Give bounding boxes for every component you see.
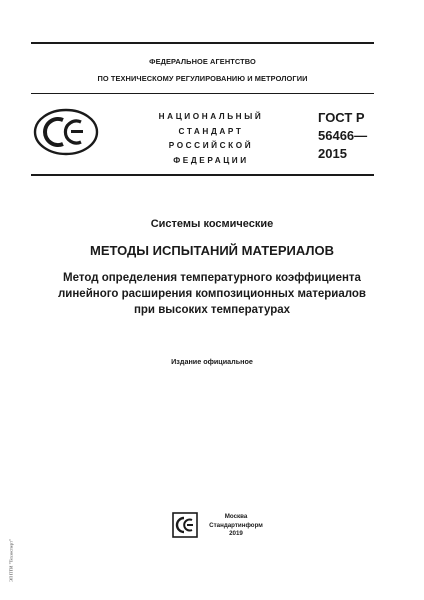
description	[31, 270, 393, 318]
agency-line-2: ПО ТЕХНИЧЕСКОМУ РЕГУЛИРОВАНИЮ И МЕТРОЛОГИИ	[97, 74, 308, 83]
edition-label: Издание официальное	[171, 357, 253, 366]
publisher-block	[201, 513, 271, 539]
series-title: Системы космические	[150, 218, 274, 230]
side-note-text: ЭЛ ПТИ "Техэксперт"	[8, 538, 14, 583]
description-line-1: Метод определения температурного коэффициента	[63, 272, 361, 284]
national-line-2: СТАНДАРТ	[178, 126, 244, 136]
national-standard-block	[146, 110, 276, 168]
gost-line-1: ГОСТ Р	[318, 110, 365, 125]
gost-number	[318, 109, 367, 163]
gost-pc-logo-icon	[33, 108, 99, 156]
publisher-name: Стандартинформ	[209, 521, 263, 529]
main-title: МЕТОДЫ ИСПЫТАНИЙ МАТЕРИАЛОВ	[89, 243, 335, 258]
side-note	[4, 528, 14, 598]
header-bottom-rule	[31, 174, 374, 176]
national-line-3: РОССИЙСКОЙ	[168, 141, 254, 150]
national-line-1: НАЦИОНАЛЬНЫЙ	[158, 112, 264, 121]
description-line-2: линейного расширения композиционных материалов	[57, 288, 366, 300]
standartinform-logo-icon	[172, 512, 198, 538]
agency-line-1: ФЕДЕРАЛЬНОЕ АГЕНТСТВО	[149, 57, 256, 66]
publisher-year: 2019	[229, 530, 243, 538]
top-rule	[31, 42, 374, 44]
header-divider	[31, 93, 374, 94]
gost-line-2: 56466—	[318, 128, 368, 143]
gost-line-3: 2015	[318, 146, 347, 161]
description-line-3: при высоких температурах	[133, 304, 291, 316]
publisher-city: Москва	[224, 513, 248, 520]
national-line-4: ФЕДЕРАЦИИ	[173, 155, 249, 165]
